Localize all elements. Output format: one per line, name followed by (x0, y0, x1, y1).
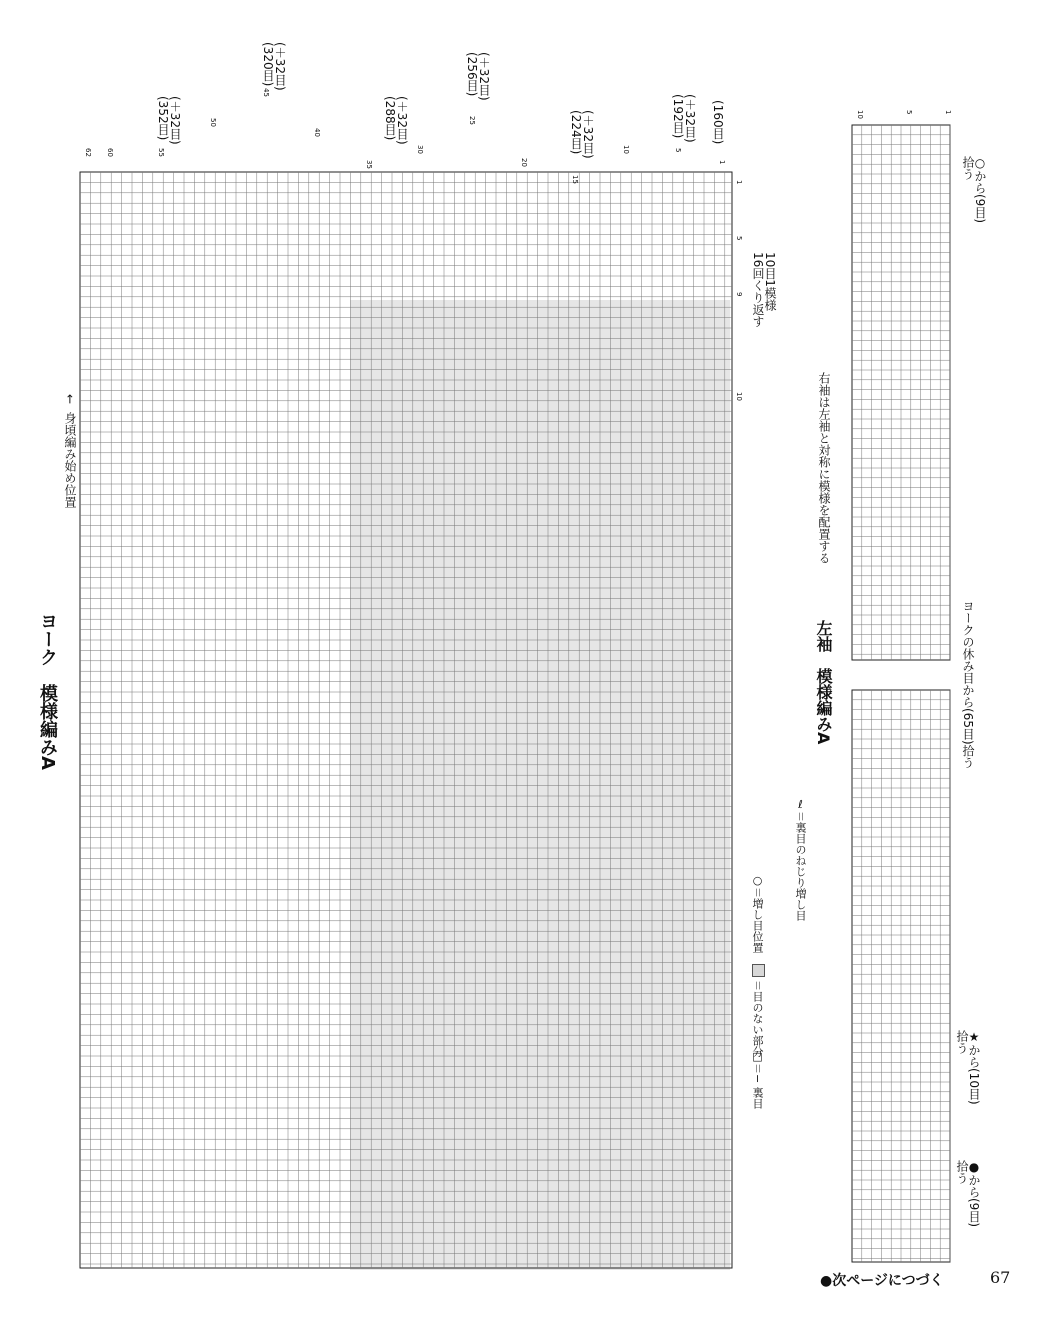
row-number: 55 (157, 148, 165, 157)
pick-yoke-rest-note: ヨークの休み目から(65目)拾う (961, 600, 975, 769)
stage-label: (＋32目) (192目) (671, 94, 697, 143)
body-start-arrow-icon: ← (63, 394, 77, 405)
stage-label: (＋32目) (320目) (261, 42, 287, 91)
stage-label: (＋32目) (352目) (156, 96, 182, 145)
stage-label: (＋32目) (224目) (569, 110, 595, 159)
sleeve-chart-grid (852, 125, 950, 1262)
legend-no-stitch: ＝目のない部分 (751, 980, 764, 1057)
stitch-number: 1 (735, 180, 743, 185)
yo-symbol-icon: ○ (751, 874, 764, 887)
sleeve-col-number: 5 (905, 110, 913, 115)
row-number: 30 (416, 145, 424, 154)
stitch-number: 10 (735, 392, 743, 401)
legend-increase: ○＝増し目位置 (751, 874, 764, 953)
row-number: 45 (262, 88, 270, 97)
row-number: 35 (365, 160, 373, 169)
legend-purl: □＝− 裏目 (751, 1050, 764, 1109)
sleeve-col-number: 10 (856, 110, 864, 119)
row-number: 5 (674, 148, 682, 153)
row-number: 50 (209, 118, 217, 127)
body-start-note: 身頃編み始め位置 (63, 412, 77, 508)
stitch-number: 9 (735, 292, 743, 297)
row-number: 20 (520, 158, 528, 167)
row-number: 1 (718, 160, 726, 165)
sleeve-col-number: 1 (944, 110, 952, 115)
row-number: 25 (468, 116, 476, 125)
pick-dot-note: ●から(9目) 拾う (955, 1160, 981, 1227)
row-number: 60 (106, 148, 114, 157)
row-number: 10 (622, 145, 630, 154)
row-number: 15 (571, 175, 579, 184)
pick-star-note: ★から(10目) 拾う (955, 1030, 981, 1105)
yoke-chart-grid (80, 172, 732, 1270)
stage-label: (＋32目) (288目) (383, 96, 409, 145)
twisted-increase-icon: ℓ (794, 798, 807, 811)
sleeve-symmetry-note: 右袖は左袖と対称に模様を配置する (817, 372, 831, 564)
row-number: 40 (313, 128, 321, 137)
yoke-title: ヨーク 模様編みA (37, 612, 58, 770)
legend-twisted: ℓ＝裏目のねじり増し目 (794, 798, 807, 921)
legend-no-stitch-swatch (752, 964, 765, 977)
continue-note: ●次ページにつづく (820, 1273, 944, 1289)
stage-label: (＋32目) (256目) (465, 52, 491, 101)
pick-circle-note: ○から(9目) 拾う (961, 156, 987, 223)
stage-label: (160目) (711, 100, 725, 145)
sleeve-title: 左袖 模様編みA (814, 620, 833, 745)
stitch-number: 5 (735, 236, 743, 241)
page-number: 67 (990, 1268, 1011, 1287)
repeat-note: 10目1模様 16回くり返す (751, 252, 777, 328)
row-number: 62 (84, 148, 92, 157)
